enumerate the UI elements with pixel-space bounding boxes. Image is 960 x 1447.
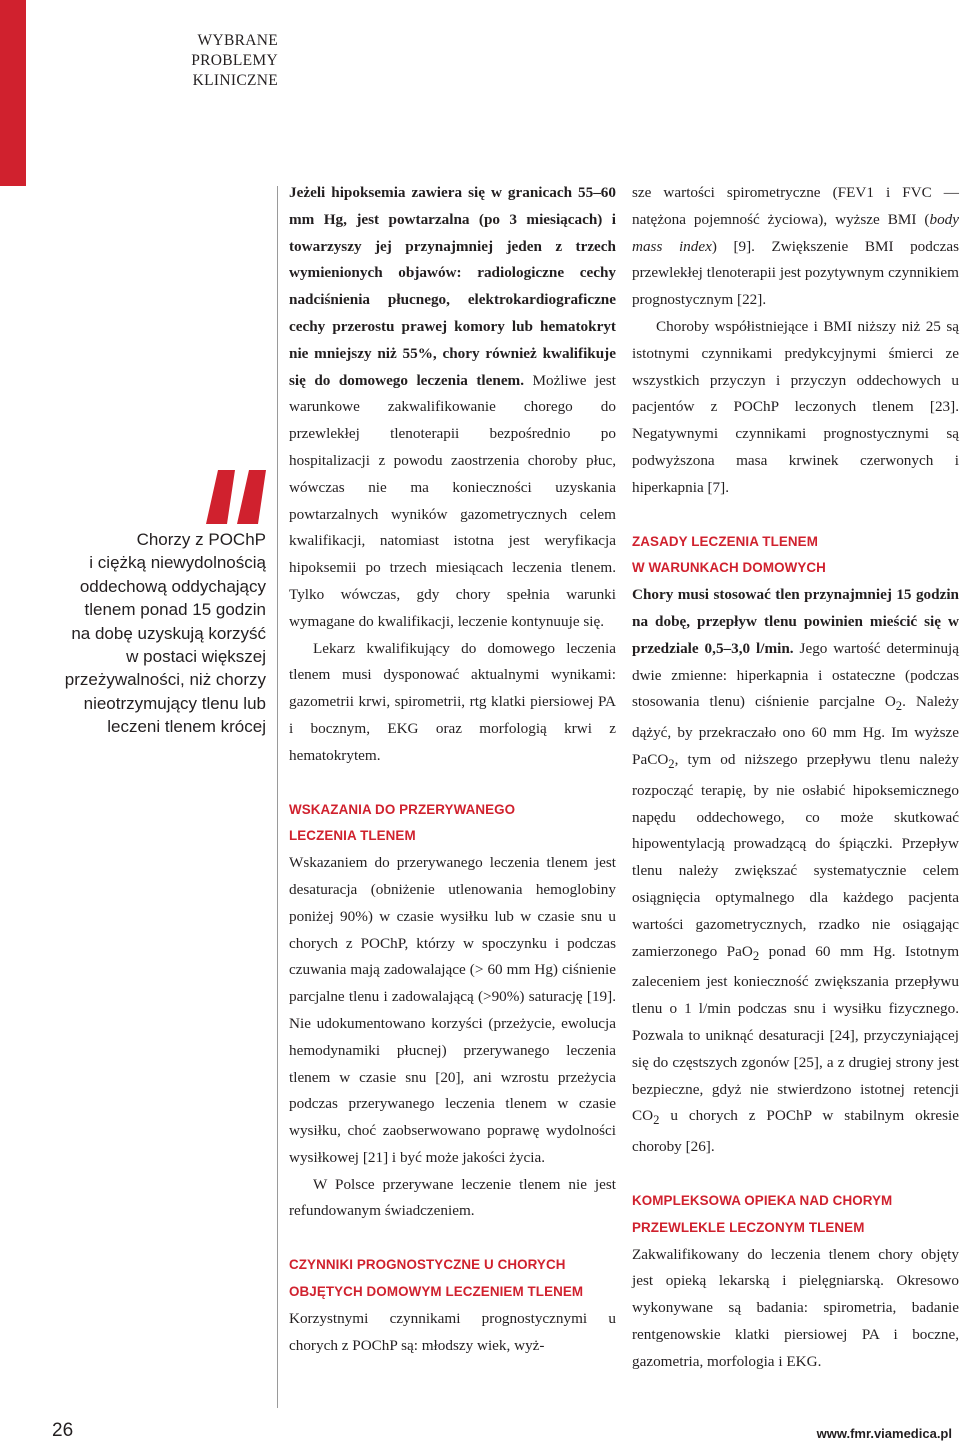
section-label [160,31,278,91]
subscript: 2 [668,757,675,771]
pull-quote-line: leczeni tlenem krócej [107,717,266,737]
pull-quote-line: przeżywalności, niż chorzy [64,670,266,690]
bold-lead: Jeżeli hipoksemia zawiera się w granicach 55–60 mm Hg, jest powtarzalna (po 3 miesiącach) i towarzyszy jej przynajmniej jeden z trzech wymienionych objawów: radiologiczne cechy nadciśnienia płucnego, elektrokardiograficzne cechy przerostu prawej komory lub hematokryt nie mniejszy niż 55%, chory również kwalifikuje się do domowego leczenia tlenem. [289,184,616,389]
section-heading [289,797,616,851]
section-heading-line: CZYNNIKI PROGNOSTYCZNE U CHORYCH [289,1257,566,1273]
paragraph-text: Możliwe jest warunkowe zakwalifikowanie chorego do przewlekłej tlenoterapii bezpośrednio po hospitalizacji z powodu zaostrzenia choroby płuc, wówczas nie ma konieczności uzyskania powtarzalnych wyników gazometrycznych celem kwalifikacji, natomiast istotna jest weryfikacja hipoksemii po trzech miesiącach leczenia tlenem. Tylko wówczas, gdy chory spełnia warunki wymagane do kwalifikacji, leczenie kontynuuje się. [289,371,616,630]
subscript: 2 [895,699,903,714]
paragraph: Korzystnymi czynnikami prognostycznymi u chorych z POChP są: młodszy wiek, wyż- [289,1309,616,1354]
subscript: 2 [653,1113,660,1128]
section-heading [632,1188,959,1242]
paragraph: Lekarz kwalifikujący do domowego leczenia tlenem musi dysponować aktualnymi wynikami: gazometrii krwi, spirometrii, rtg klatki piersiowej PA i bocznym, EKG oraz morfologią krwi z hematokrytem. [289,639,616,764]
quote-mark-icon [206,470,266,524]
paragraph: Choroby współistniejące i BMI niższy niż 25 są istotnymi czynnikami predykcyjnymi śmierci ze wszystkich przyczyn i przyczyn oddechowych u pacjentów z POChP leczonych tlenem [23]. Negatywnymi czynnikami prognostycznymi są podwyższona masa krwinek czerwonych i hiperkapnia [7]. [632,317,959,496]
column-divider [277,186,278,1408]
section-heading-line: W WARUNKACH DOMOWYCH [632,560,826,576]
pull-quote-line: tlenem ponad 15 godzin [84,600,266,620]
pull-quote-line: oddechową oddychający [79,576,266,596]
paragraph: Wskazaniem do przerywanego leczenia tlenem jest desaturacja (obniżenie utlenowania hemoglobiny poniżej 90%) w czasie wysiłku lub w czasie snu u chorych z POChP, którzy w spoczynku i podczas czuwania mają zadowalające (> 60 mm Hg) ciśnienie parcjalne tlenu i zadowalającą (>90%) saturację [19]. Nie udokumentowano korzyści (przeżycie, ewolucja hemodynamiki płucnej) przerywanego leczenia tlenem w czasie snu [20], ani wzrostu przeżycia podczas przerywanego leczenia tlenem w czasie wysiłku, choć zaobserwowano poprawę wydolności wysiłkowej [21] i być może jakości życia. [289,854,616,1166]
middle-column [289,180,616,1359]
paragraph [632,582,959,1161]
page-number: 26 [52,1420,74,1441]
section-label-line: WYBRANE [197,32,278,49]
pull-quote-line: nieotrzymujący tlenu lub [83,693,266,713]
pull-quote [40,528,266,739]
section-heading-line: LECZENIA TLENEM [289,828,416,844]
paragraph [289,180,616,636]
paragraph: Zakwalifikowany do leczenia tlenem chory objęty jest opieką lekarską i pielęgniarską. Okresowo wykonywane są badania: spirometria, badanie rentgenowskie klatki piersiowej PA i boczne, gazometria, morfologia i EKG. [632,1245,959,1370]
paragraph-text: u chorych z POChP w stabilnym okresie choroby [26]. [632,1107,959,1156]
paragraph-text: . Należy dążyć, by przekraczało ono 60 mm Hg. Im wyższe PaCO [632,693,959,768]
paragraph: W Polsce przerywane leczenie tlenem nie jest refundowanym świadczeniem. [289,1175,616,1220]
section-heading-line: KOMPLEKSOWA OPIEKA NAD CHORYM [632,1193,893,1209]
section-heading [632,529,959,583]
italic-term: body mass index [632,210,959,255]
paragraph-text: Jego wartość determinują dwie zmienne: hiperkapnia i ostateczne (podczas stosowania tlenu) ciśnienie parcjalne O [632,639,959,711]
section-heading-line: ZASADY LECZENIA TLENEM [632,533,818,549]
section-heading-line: OBJĘTYCH DOMOWYM LECZENIEM TLENEM [289,1284,584,1300]
section-heading [289,1252,616,1306]
subscript: 2 [752,948,760,963]
section-heading-line: WSKAZANIA DO PRZERYWANEGO [289,801,516,817]
paragraph: sze wartości spirometryczne (FEV1 i FVC — natężona pojemność życiowa), wyższe BMI (body mass index) [9]. Zwiększenie BMI podczas przewlekłej tlenoterapii jest pozytywnym czynnikiem prognostycznym [22]. [632,184,959,309]
pull-quote-line: Chorzy z POChP [136,530,266,549]
paragraph-text: , tym od niższego przepływu tlenu należy rozpocząć terapię, by nie osłabić hipoksemicznego napędu oddechowego, co może skutkować hipowentylacją prowadzącą do śpiączki. Przepływ tlenu należy zwiększać systematycznie celem osiągnięcia optymalnego dla każdego pacjenta wartości gazometrycznych, rzadko nie osiągając zamierzonego PaO [632,750,959,960]
paragraph-text: ponad 60 mm Hg. Istotnym zaleceniem jest konieczność zwiększania przepływu tlenu o 1 l/min podczas snu i wysiłku fizycznego. Pozwala to uniknąć desaturacji [24], przyczyniającej się do częstszych zgonów [25], a z drugiej strony jest bezpieczne, gdyż nie stwierdzono istotnej retencji CO [632,942,960,1125]
footer-url: www.fmr.viamedica.pl [816,1426,952,1441]
pull-quote-line: i ciężką niewydolnością [89,553,266,573]
section-color-bar [0,0,26,186]
right-column [632,180,959,1376]
bold-lead: Chory musi stosować tlen przynajmniej 15 godzin na dobę, przepływ tlenu powinien mieścić się w przedziale 0,5–3,0 l/min. [632,586,959,657]
section-label-line: KLINICZNE [192,72,278,89]
pull-quote-line: w postaci większej [126,647,266,667]
section-heading-line: PRZEWLEKLE LECZONYM TLENEM [632,1219,865,1235]
section-label-line: PROBLEMY [191,52,278,69]
pull-quote-line: na dobę uzyskują korzyść [71,623,266,643]
